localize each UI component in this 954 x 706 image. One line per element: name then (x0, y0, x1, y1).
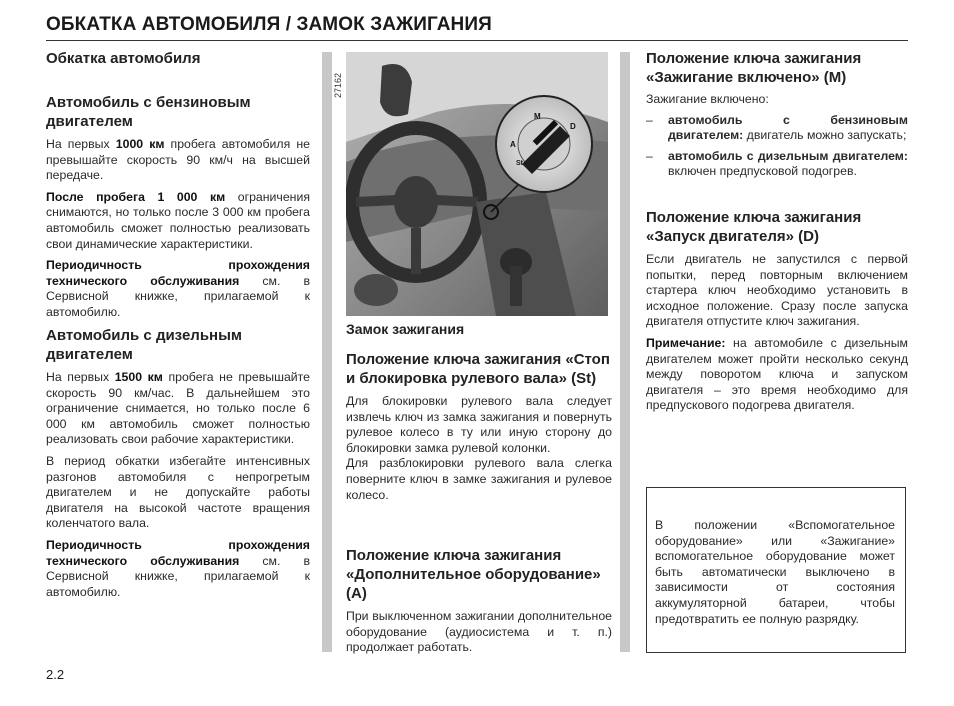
accessory-heading: Положение ключа зажигания «Дополнительное оборудование» (A) (346, 547, 601, 602)
start-heading: Положение ключа зажигания «Запуск двигателя» (D) (646, 209, 862, 245)
ignition-on-item-diesel: – автомобиль с дизельным двигателем: включен предпусковой подогрев. (646, 149, 908, 180)
diesel-paragraph-3: Периодичность прохождения технического обслуживания см. в Сервисной книжке, прилагаемой к автомобилю. (46, 537, 311, 599)
petrol-paragraph-3: Периодичность прохождения технического обслуживания см. в Сервисной книжке, прилагаемой к автомобилю. (46, 258, 311, 319)
column-divider-right (620, 52, 630, 652)
petrol-section (46, 93, 310, 321)
diesel-heading: Автомобиль с дизельным двигателем (46, 327, 243, 363)
ignition-on-intro: Зажигание включено: (646, 92, 769, 106)
warning-note-text: В положении «Вспомогательное оборудование» или «Зажигание» вспомогательное оборудование может быть автоматически выключено в зависимости от состояния аккумуляторной батареи, чтобы предотвратить ее полную разрядку. (655, 518, 895, 626)
key-label-m: M (534, 112, 541, 121)
petrol-paragraph-1: На первых 1000 км пробега автомобиля не превышайте скорость 90 км/ч на высшей передаче. (46, 137, 310, 183)
figure-code: 27162 (333, 72, 343, 98)
petrol-heading: Автомобиль с бензиновым двигателем (46, 94, 251, 130)
warning-note-box (646, 487, 906, 653)
section-title: Обкатка автомобиля (46, 50, 201, 67)
ignition-switch-illustration (346, 52, 608, 316)
accessory-section (346, 546, 612, 656)
diesel-section (46, 326, 310, 600)
diesel-paragraph-1: На первых 1500 км пробега не превышайте скорость 90 км/час. В дальнейшем это ограничение снимается, но только после 6 000 км автомобиль сможет полностью реализовать свои рабочие характеристики. (46, 370, 310, 447)
column-divider-left (322, 52, 332, 652)
key-label-st: St (516, 160, 523, 167)
stop-heading: Положение ключа зажигания «Стоп и блокировка рулевого вала» (St) (346, 351, 610, 387)
petrol-paragraph-2: После пробега 1 000 км ограничения снимаются, но только после 3 000 км пробега автомобиль сможет полностью реализовать свои динамические характеристики. (46, 189, 310, 251)
page-number: 2.2 (46, 667, 65, 682)
start-paragraph: Если двигатель не запустился с первой попытки, перед повторным включением стартера ключ необходимо установить в исходное положение. Сразу после запуска двигателя отпустите ключ зажигания. (646, 252, 908, 329)
page-title: ОБКАТКА АВТОМОБИЛЯ / ЗАМОК ЗАЖИГАНИЯ (46, 14, 492, 35)
accessory-paragraph: При выключенном зажигании дополнительное оборудование (аудиосистема и т. п.) продолжает работать. (346, 609, 612, 655)
ignition-on-item-petrol: – автомобиль с бензиновым двигателем: двигатель можно запускать; (646, 113, 908, 144)
ignition-on-section (646, 49, 908, 180)
figure-caption: Замок зажигания (346, 321, 465, 337)
start-section (646, 208, 908, 414)
start-note: Примечание: на автомобиле с дизельным двигателем может пройти несколько секунд между поворотом ключа и запуском двигателя – это время необходимо для предпускового подогрева двигателя. (646, 335, 908, 413)
stop-paragraph-2: Для разблокировки рулевого вала слегка поверните ключ в замке зажигания и рулевое колесо. (346, 456, 612, 502)
key-label-a: A (510, 140, 516, 149)
stop-paragraph-1: Для блокировки рулевого вала следует извлечь ключ из замка зажигания и повернуть рулевое колесо в ту или иную сторону до блокировки замка рулевой колонки. (346, 394, 612, 455)
diesel-paragraph-2: В период обкатки избегайте интенсивных разгонов автомобиля с непрогретым двигателем и не допускайте работы двигателя на высокой частоте вращения коленчатого вала. (46, 453, 310, 531)
title-rule (46, 40, 908, 41)
ignition-on-heading: Положение ключа зажигания «Зажигание включено» (M) (646, 50, 862, 86)
stop-section (346, 350, 612, 503)
key-label-d: D (570, 122, 576, 131)
